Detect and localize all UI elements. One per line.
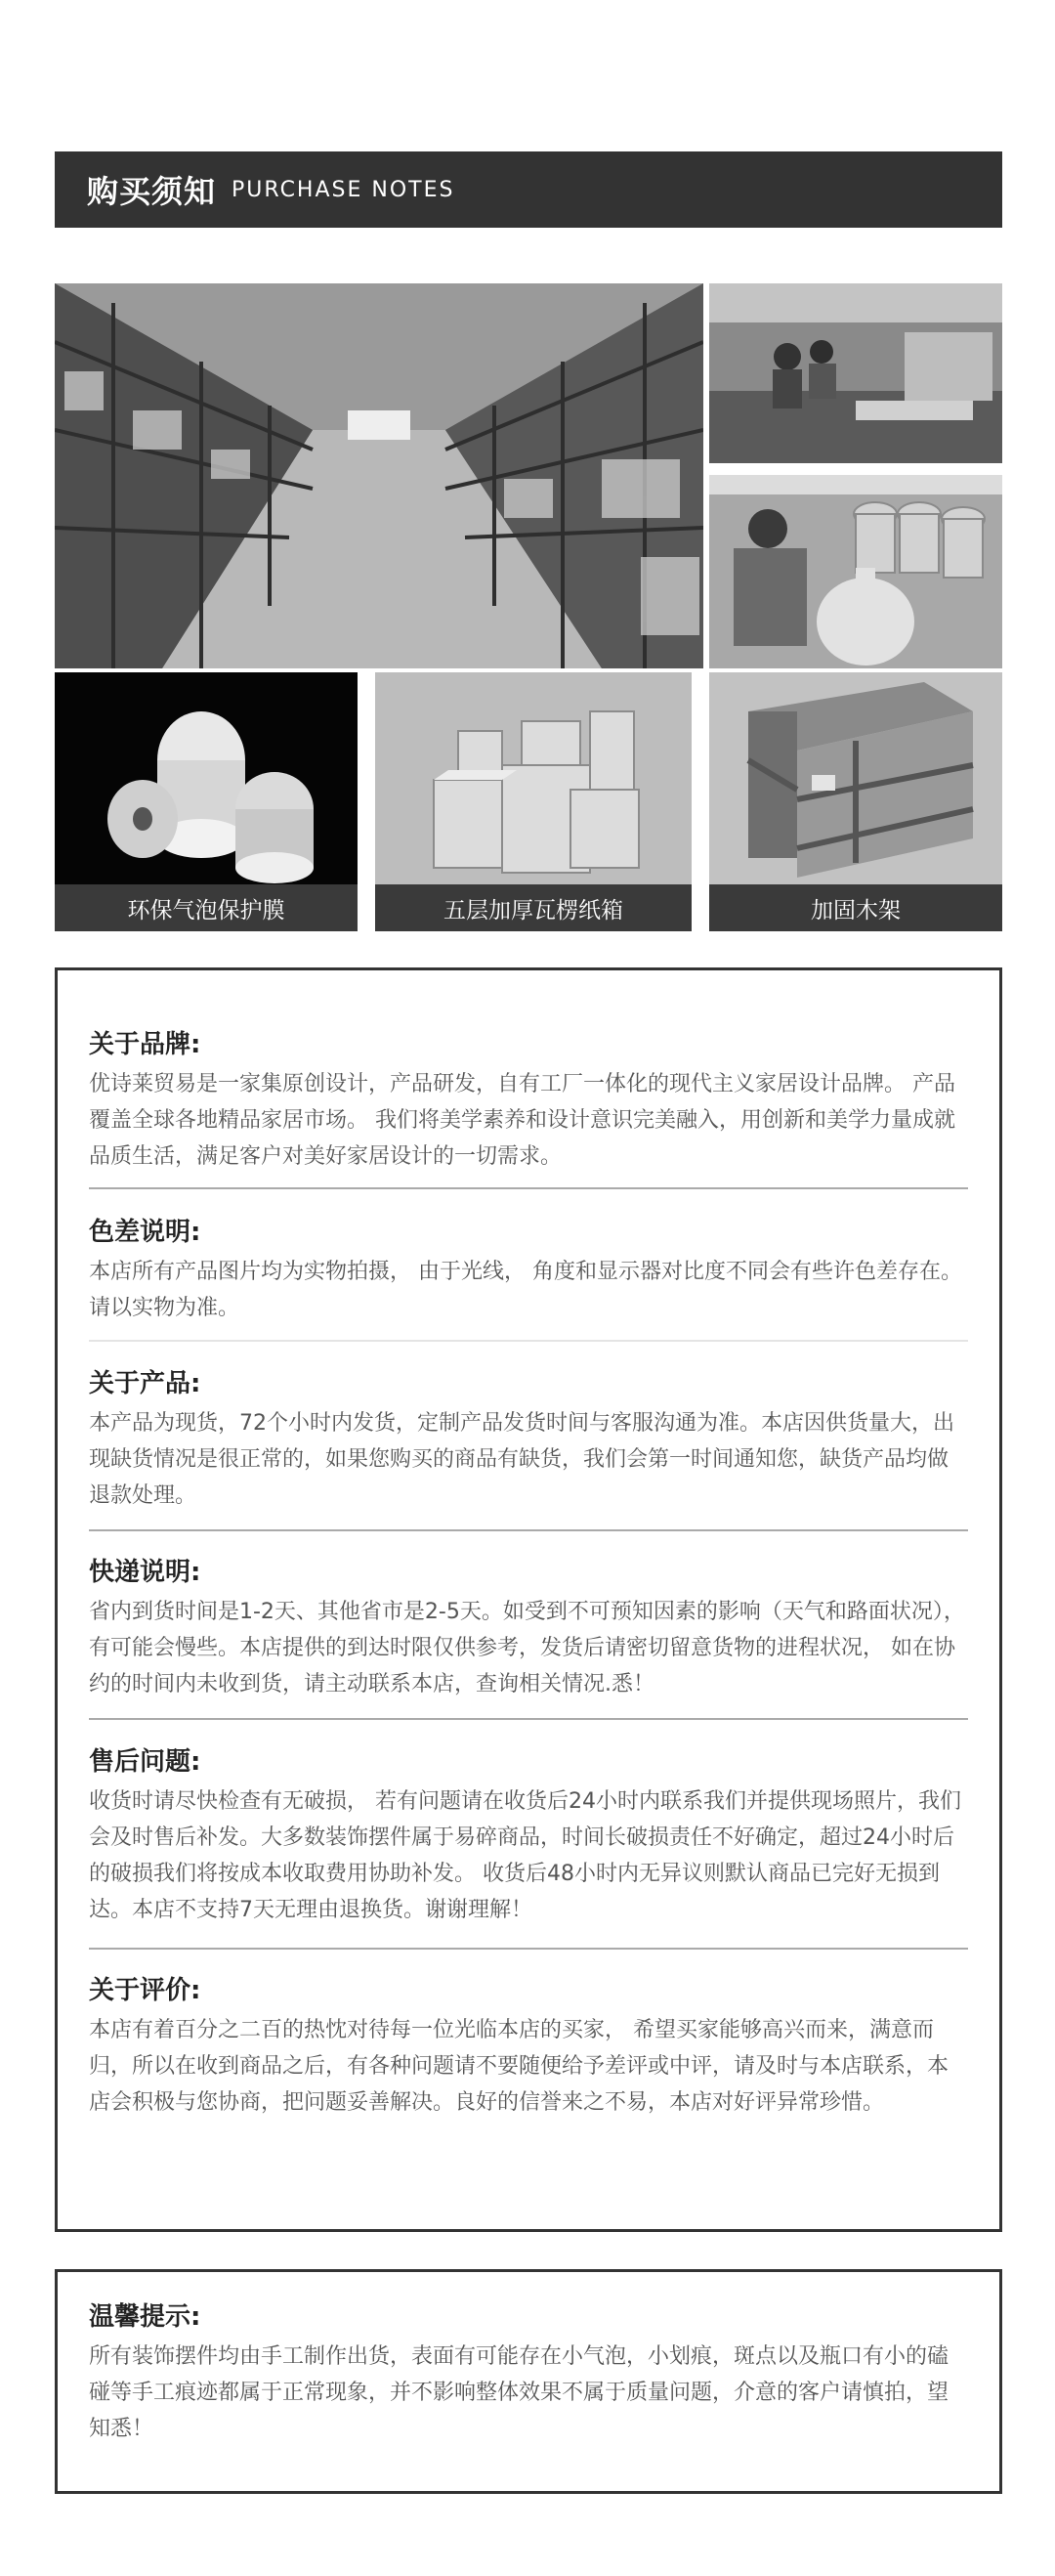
divider [89,1718,968,1720]
purchase-notes-box [55,967,1002,2232]
review-section [89,1973,968,2121]
brand-section [89,1027,968,1175]
packaging-wooden-crate [709,672,1002,931]
section-body: 本产品为现货，72个小时内发货，定制产品发货时间与客服沟通为准。本店因供货量大，出现缺货情况是很正常的，如果您购买的商品有缺货，我们会第一时间通知您，缺货产品均做退款处理。 [89,1411,954,1508]
shipping-section [89,1555,968,1702]
packaging-corrugated-box [375,672,692,931]
pottery-craftsman-photo [709,475,1002,668]
section-title: 关于品牌: [89,1030,201,1059]
section-title: 售后问题: [89,1747,201,1777]
header-title-en: PURCHASE NOTES [232,177,455,202]
section-body: 收货时请尽快检查有无破损， 若有问题请在收货后24小时内联系我们并提供现场照片，我们会及时售后补发。大多数装饰摆件属于易碎商品，时间长破损责任不好确定，超过24小时后的破损我们将按成本收取费用协助补发。 收货后48小时内无异议则默认商品已完好无损到达。本店不支持7天无理由退换货。谢谢理解！ [89,1789,961,1922]
purchase-notes-header [55,151,1002,228]
section-title: 快递说明: [89,1558,201,1587]
divider [89,1340,968,1342]
packaging-label: 加固木架 [709,884,1002,931]
product-section [89,1366,968,1514]
workshop-photo [709,283,1002,463]
header-title-cn: 购买须知 [87,173,217,210]
section-title: 色差说明: [89,1218,201,1247]
packaging-label: 五层加厚瓦楞纸箱 [375,884,692,931]
tip-title: 温馨提示: [89,2302,201,2332]
section-title: 关于产品: [89,1369,201,1398]
packaging-label: 环保气泡保护膜 [55,884,358,931]
section-body: 本店所有产品图片均为实物拍摄， 由于光线， 角度和显示器对比度不同会有些许色差存在。请以实物为准。 [89,1260,962,1320]
section-title: 关于评价: [89,1976,201,2005]
divider [89,1529,968,1531]
divider [89,1948,968,1950]
section-body: 本店有着百分之二百的热忱对待每一位光临本店的买家， 希望买家能够高兴而来，满意而归，所以在收到商品之后，有各种问题请不要随便给予差评或中评，请及时与本店联系，本店会积极与您协商，把问题妥善解决。良好的信誉来之不易，本店对好评异常珍惜。 [89,2018,950,2115]
warehouse-photo [55,283,703,668]
packaging-bubble-wrap [55,672,358,931]
color-difference-section [89,1215,968,1326]
warm-tip-box [55,2269,1002,2494]
after-sales-section [89,1744,968,1928]
section-body: 省内到货时间是1-2天、其他省市是2-5天。如受到不可预知因素的影响（天气和路面状况），有可能会慢些。本店提供的到达时限仅供参考，发货后请密切留意货物的进程状况， 如在协约的时间内未收到货，请主动联系本店，查询相关情况.悉！ [89,1600,965,1696]
warm-tip-section [89,2299,968,2447]
divider [89,1187,968,1189]
section-body: 优诗莱贸易是一家集原创设计，产品研发，自有工厂一体化的现代主义家居设计品牌。 产品覆盖全球各地精品家居市场。 我们将美学素养和设计意识完美融入，用创新和美学力量成就品质生活，满足客户对美好家居设计的一切需求。 [89,1072,955,1169]
tip-body: 所有装饰摆件均由手工制作出货，表面有可能存在小气泡，小划痕，斑点以及瓶口有小的磕碰等手工痕迹都属于正常现象，并不影响整体效果不属于质量问题，介意的客户请慎拍，望知悉！ [89,2344,950,2441]
